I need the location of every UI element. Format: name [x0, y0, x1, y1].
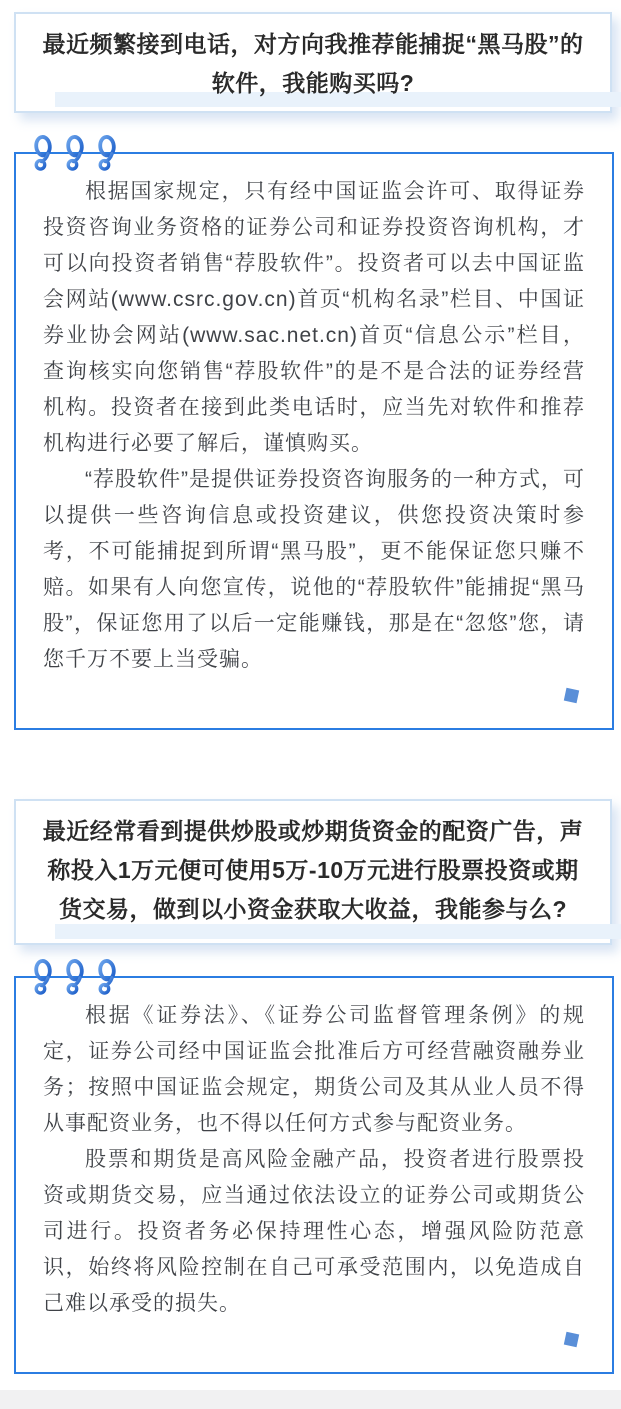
- binder-ring-icon: [32, 133, 54, 173]
- answer-paragraph: 股票和期货是高风险金融产品，投资者进行股票投资或期货交易，应当通过依法设立的证券公司或期货公司进行。投资者务必保持理性心态，增强风险防范意识，始终将风险控制在自己可承受范围内，以免造成自己难以承受的损失。: [43, 1148, 585, 1315]
- question-text: 最近经常看到提供炒股或炒期货资金的配资广告，声称投入1万元便可使用5万-10万元进行股票投资或期货交易，做到以小资金获取大收益，我能参与么?: [42, 818, 584, 922]
- binder-ring-icon: [32, 957, 54, 997]
- answer-paragraph: 根据《证券法》、《证券公司监督管理条例》的规定，证券公司经中国证监会批准后方可经营融资融券业务；按照中国证监会规定，期货公司及其从业人员不得从事配资业务，也不得以任何方式参与配资业务。: [43, 1004, 585, 1135]
- answer-paragraph: “荐股软件”是提供证券投资咨询服务的一种方式，可以提供一些咨询信息或投资建议，供您投资决策时参考，不可能捕捉到所谓“黑马股”，更不能保证您只赚不赔。如果有人向您宣传，说他的“荐股软件”能捕捉“黑马股”，保证您用了以后一定能赚钱，那是在“忽悠”您，请您千万不要上当受骗。: [43, 468, 585, 671]
- tilted-square-icon: [564, 1332, 579, 1347]
- answer-box-2: [14, 976, 614, 1374]
- binder-ring-icon: [64, 957, 86, 997]
- binder-ring-icon: [96, 133, 118, 173]
- question-card-1: [14, 12, 612, 113]
- binder-ring-icon: [96, 957, 118, 997]
- question-card-2: [14, 799, 612, 945]
- quote-decoration: [32, 957, 118, 997]
- quote-decoration: [32, 133, 118, 173]
- question-text: 最近频繁接到电话，对方向我推荐能捕捉“黑马股”的软件，我能购买吗?: [42, 31, 584, 96]
- answer-paragraph: 根据国家规定，只有经中国证监会许可、取得证券投资咨询业务资格的证券公司和证券投资咨询机构，才可以向投资者销售“荐股软件”。投资者可以去中国证监会网站(www.csrc.gov.cn)首页“机构名录”栏目、中国证券业协会网站(www.sac.net.cn)首页“信息公示”栏目，查询核实向您销售“荐股软件”的是不是合法的证券经营机构。投资者在接到此类电话时，应当先对软件和推荐机构进行必要了解后，谨慎购买。: [43, 180, 585, 455]
- binder-ring-icon: [64, 133, 86, 173]
- tilted-square-icon: [564, 688, 579, 703]
- footer-bar: [0, 1390, 621, 1409]
- answer-box-1: [14, 152, 614, 730]
